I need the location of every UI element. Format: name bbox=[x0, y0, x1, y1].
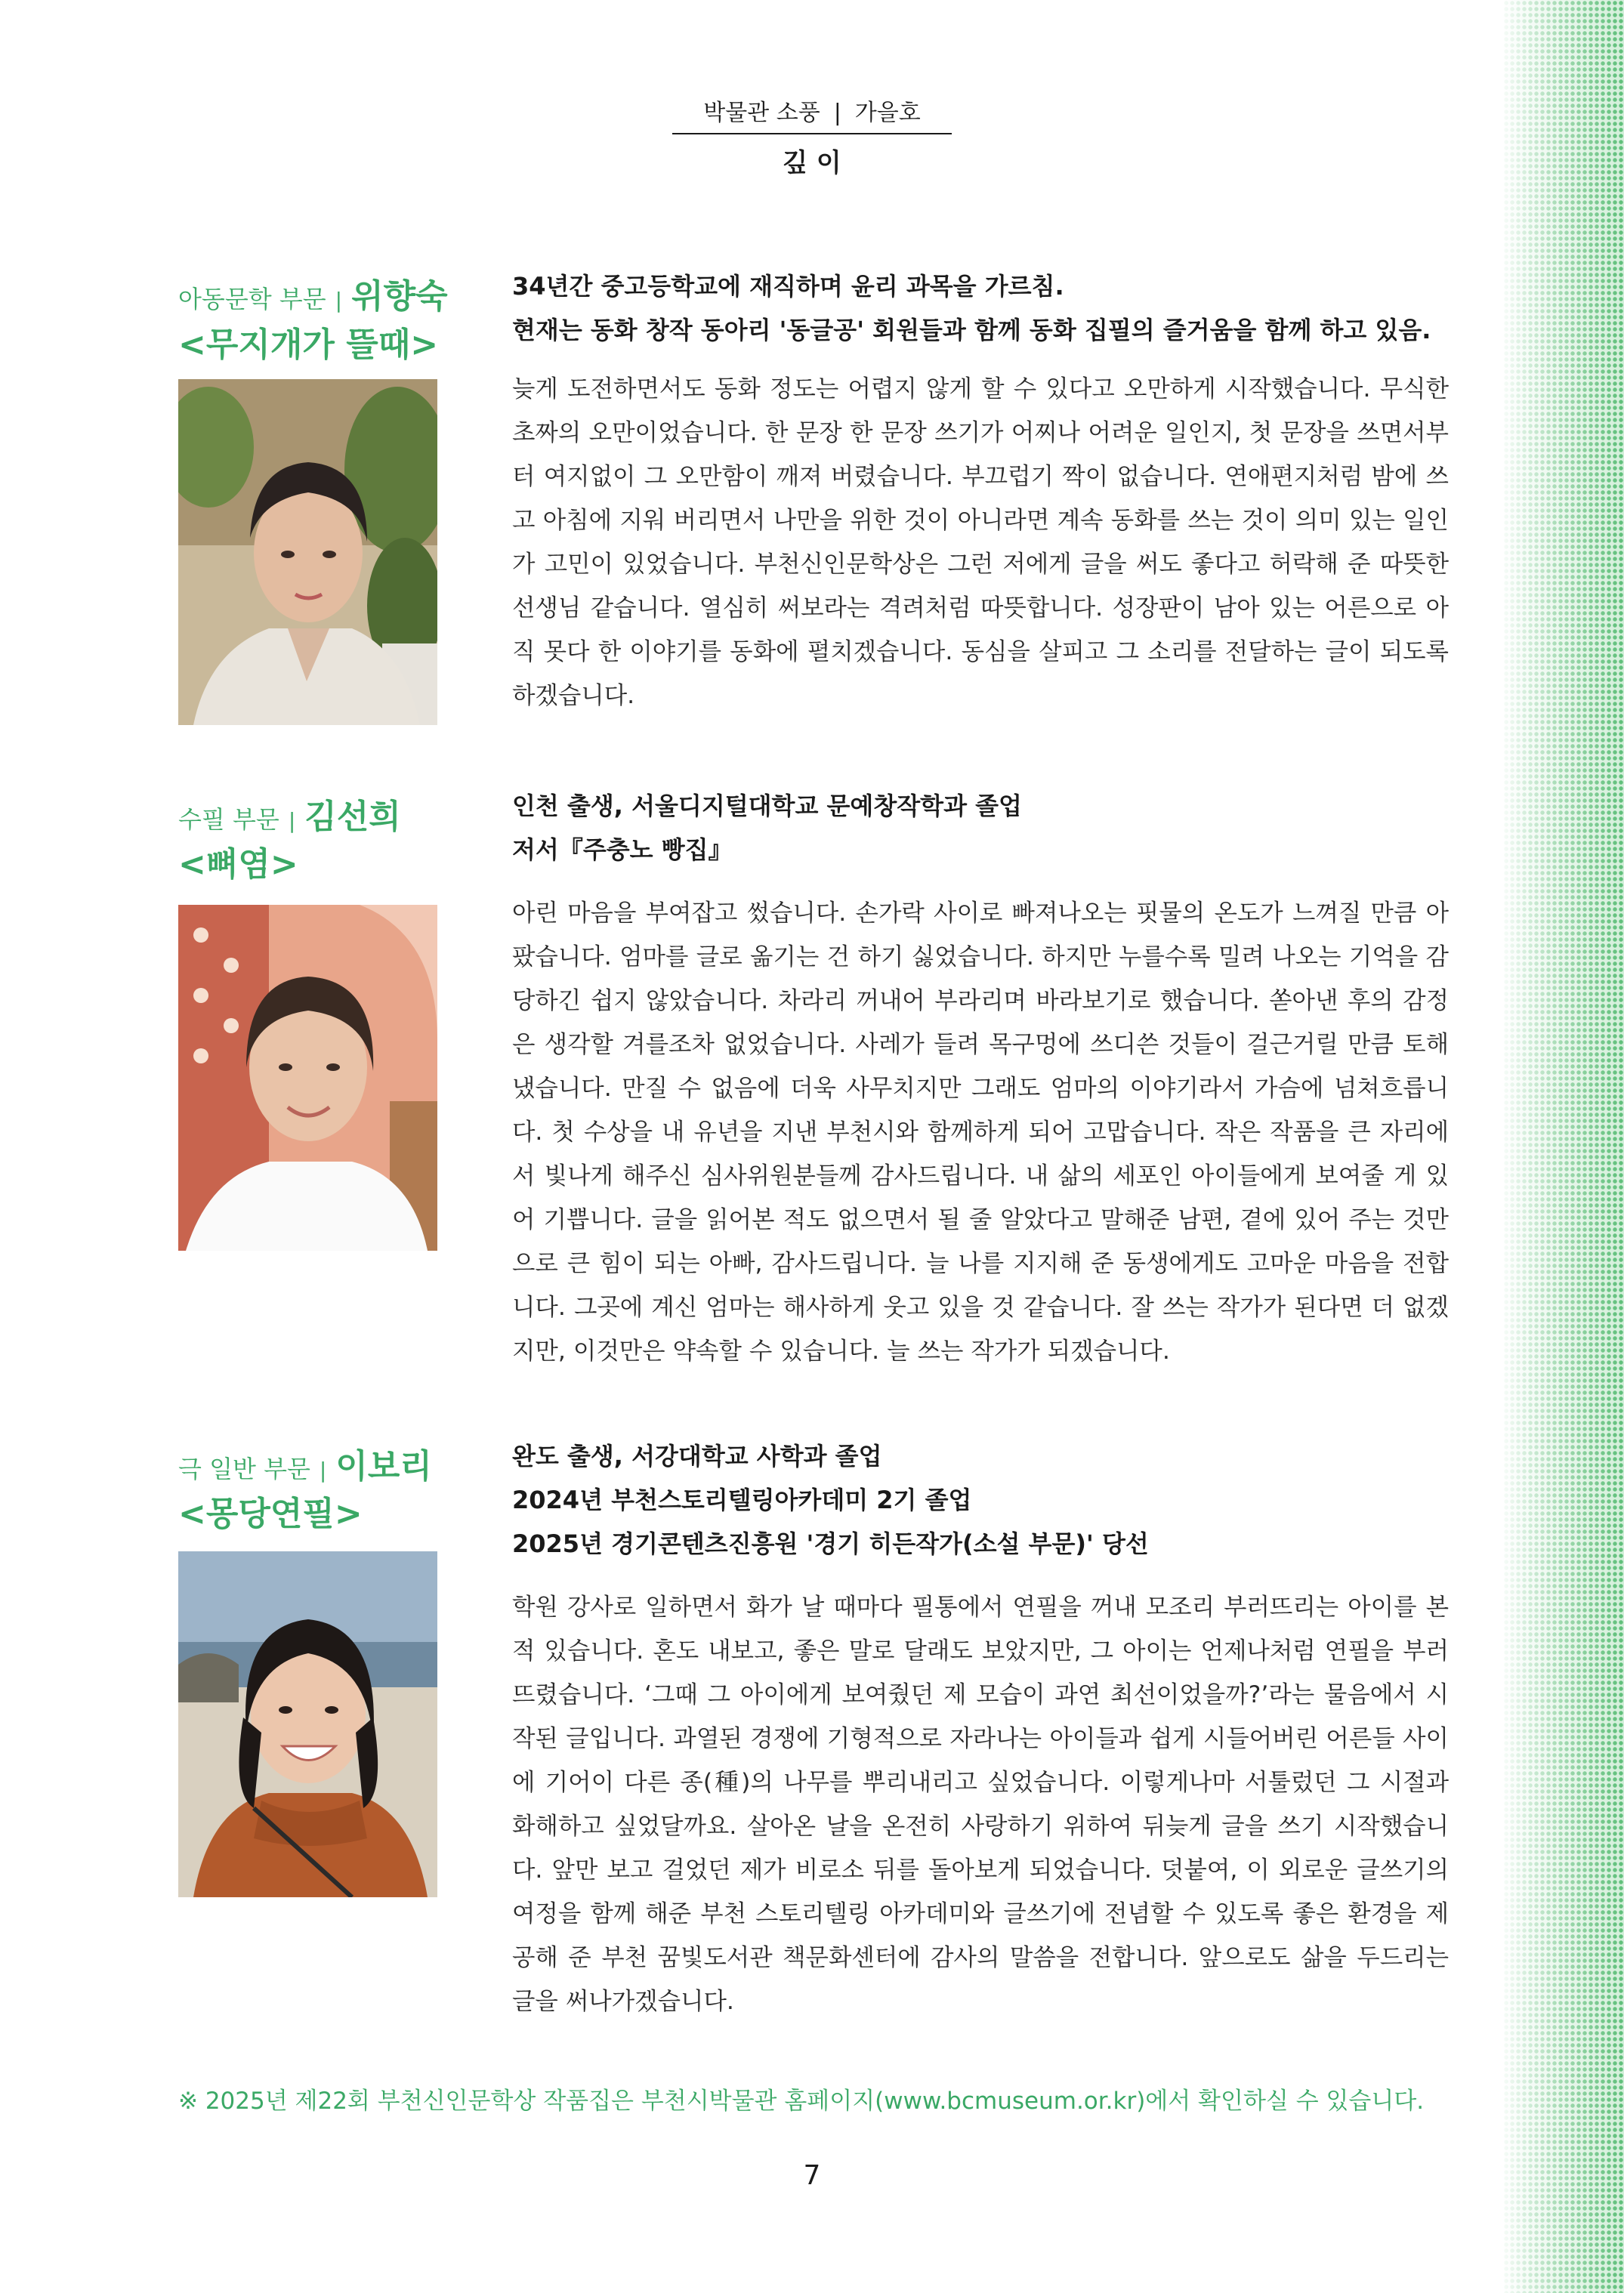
category-separator: | bbox=[288, 808, 296, 833]
bio-line: 34년간 중고등학교에 재직하며 윤리 과목을 가르침. bbox=[512, 272, 1064, 301]
category-label: 아동문학 부문 bbox=[178, 285, 326, 313]
magazine-header bbox=[0, 94, 1624, 127]
author-photo bbox=[178, 1551, 437, 1897]
entry-heading bbox=[178, 1439, 432, 1487]
halftone-side-pattern bbox=[1503, 0, 1624, 2293]
acceptance-speech: 늦게 도전하면서도 동화 정도는 어렵지 않게 할 수 있다고 오만하게 시작했습니다. 무식한 초짜의 오만이었습니다. 한 문장 한 문장 쓰기가 어찌나 어려운 일인지, 첫 문장을 쓰면서부터 여지없이 그 오만함이 깨져 버렸습니다. 부끄럽기 짝이 없습니다. 연애편지처럼 밤에 쓰고 아침에 지워 버리면서 나만을 위한 것이 아니라면 계속 동화를 쓰는 것이 의미 있는 일인가 고민이 있었습니다. 부천신인문학상은 그런 저에게 글을 써도 좋다고 허락해 준 따뜻한 선생님 같습니다. 열심히 써보라는 격려처럼 따뜻합니다. 성장판이 남아 있는 어른으로 아직 못다 한 이야기를 동화에 펼치겠습니다. 동심을 살피고 그 소리를 전달하는 글이 되도록 하겠습니다. bbox=[512, 375, 1449, 709]
bio-line: 현재는 동화 창작 동아리 '동글공' 회원들과 함께 동화 집필의 즐거움을 함께 하고 있음. bbox=[512, 316, 1431, 344]
section-title: 깊 이 bbox=[783, 148, 841, 178]
page-number: 7 bbox=[803, 2160, 821, 2191]
author-name: 위향숙 bbox=[351, 277, 448, 316]
magazine-name: 박물관 소풍 bbox=[703, 100, 820, 126]
footer-note: ※ 2025년 제22회 부천신인문학상 작품집은 부천시박물관 홈페이지(www.bcmuseum.or.kr)에서 확인하실 수 있습니다. bbox=[178, 2088, 1425, 2115]
work-title: <몽당연필> bbox=[178, 1495, 363, 1533]
work-title: <무지개가 뜰때> bbox=[178, 326, 439, 364]
issue-name: 가을호 bbox=[854, 100, 921, 126]
acceptance-speech: 아린 마음을 부여잡고 썼습니다. 손가락 사이로 빠져나오는 핏물의 온도가 느껴질 만큼 아팠습니다. 엄마를 글로 옮기는 건 하기 싫었습니다. 하지만 누를수록 밀려 나오는 기억을 감당하긴 쉽지 않았습니다. 차라리 꺼내어 부라리며 바라보기로 했습니다. 쏟아낸 후의 감정은 생각할 겨를조차 없었습니다. 사레가 들려 목구멍에 쓰디쓴 것들이 걸근거릴 만큼 토해냈습니다. 만질 수 없음에 더욱 사무치지만 그래도 엄마의 이야기라서 가슴에 넘쳐흐릅니다. 첫 수상을 내 유년을 지낸 부천시와 함께하게 되어 고맙습니다. 작은 작품을 큰 자리에서 빛나게 해주신 심사위원분들께 감사드립니다. 내 삶의 세포인 아이들에게 보여줄 게 있어 기쁩니다. 글을 읽어본 적도 없으면서 될 줄 알았다고 말해준 남편, 곁에 있어 주는 것만으로 큰 힘이 되는 아빠, 감사드립니다. 늘 나를 지지해 준 동생에게도 고마운 마음을 전합니다. 그곳에 계신 엄마는 해사하게 웃고 있을 것 같습니다. 잘 쓰는 작가가 된다면 더 없겠지만, 이것만은 약속할 수 있습니다. 늘 쓰는 작가가 되겠습니다. bbox=[512, 900, 1449, 1365]
category-label: 극 일반 부문 bbox=[178, 1455, 310, 1483]
category-separator: | bbox=[319, 1458, 327, 1483]
author-name: 이보리 bbox=[335, 1447, 432, 1486]
bio-line: 저서『주충노 빵집』 bbox=[512, 835, 733, 864]
category-label: 수필 부문 bbox=[178, 805, 279, 834]
acceptance-speech: 학원 강사로 일하면서 화가 날 때마다 필통에서 연필을 꺼내 모조리 부러뜨리는 아이를 본 적 있습니다. 혼도 내보고, 좋은 말로 달래도 보았지만, 그 아이는 언제나처럼 연필을 부러뜨렸습니다. ‘그때 그 아이에게 보여줬던 제 모습이 과연 최선이었을까?’라는 물음에서 시작된 글입니다. 과열된 경쟁에 기형적으로 자라나는 아이들과 쉽게 시들어버린 어른들 사이에 기어이 다른 종(種)의 나무를 뿌리내리고 싶었습니다. 이렇게나마 서툴렀던 그 시절과 화해하고 싶었달까요. 살아온 날을 온전히 사랑하기 위하여 뒤늦게 글을 쓰기 시작했습니다. 앞만 보고 걸었던 제가 비로소 뒤를 돌아보게 되었습니다. 덧붙여, 이 외로운 글쓰기의 여정을 함께 해준 부천 스토리텔링 아카데미와 글쓰기에 전념할 수 있도록 좋은 환경을 제공해 준 부천 꿈빛도서관 책문화센터에 감사의 말씀을 전합니다. 앞으로도 삶을 두드리는 글을 써나가겠습니다. bbox=[512, 1594, 1449, 2015]
author-bio bbox=[512, 784, 1449, 872]
author-photo bbox=[178, 379, 437, 725]
author-bio bbox=[512, 1434, 1449, 1566]
entry-heading bbox=[178, 269, 448, 317]
author-bio bbox=[512, 264, 1449, 352]
bio-line: 완도 출생, 서강대학교 사학과 졸업 bbox=[512, 1442, 882, 1471]
bio-line: 2025년 경기콘텐츠진흥원 '경기 히든작가(소설 부문)' 당선 bbox=[512, 1529, 1149, 1558]
header-separator: | bbox=[833, 100, 841, 126]
author-name: 김선희 bbox=[304, 798, 401, 836]
header-rule bbox=[672, 133, 952, 134]
entry-heading bbox=[178, 789, 401, 838]
bio-line: 2024년 부천스토리텔링아카데미 2기 졸업 bbox=[512, 1486, 972, 1514]
work-title: <뼈염> bbox=[178, 845, 298, 884]
author-photo bbox=[178, 905, 437, 1251]
bio-line: 인천 출생, 서울디지털대학교 문예창작학과 졸업 bbox=[512, 792, 1022, 820]
category-separator: | bbox=[335, 288, 343, 313]
